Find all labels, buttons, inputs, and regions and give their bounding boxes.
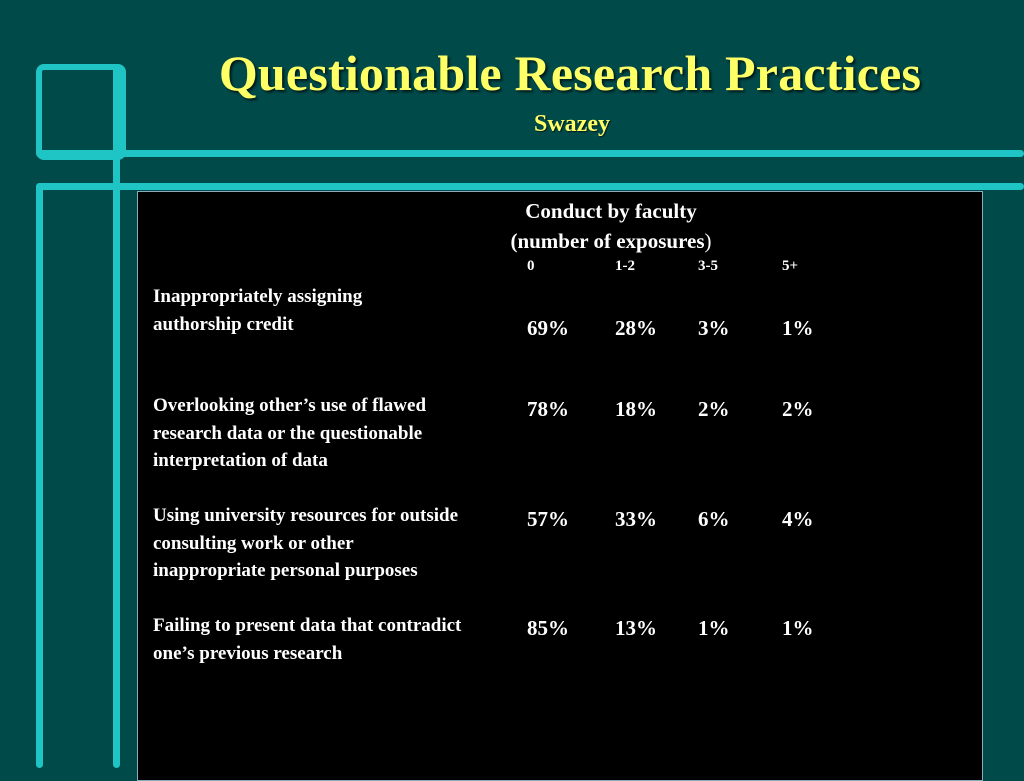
table-cell: 2%	[782, 397, 814, 421]
table-column-group-header	[446, 196, 776, 256]
slide-title: Questionable Research Practices	[218, 45, 922, 101]
decorative-line-inner	[113, 64, 120, 768]
table-cell: 1%	[698, 616, 730, 640]
header-line-2-close: )	[704, 229, 712, 253]
table-cell: 57%	[527, 507, 569, 531]
row-label-line: Inappropriately assigning	[153, 286, 363, 307]
column-header-1-2: 1-2	[615, 258, 635, 274]
header-line-2-text: (number of exposures	[510, 229, 705, 253]
row-label-line: research data or the questionable	[153, 422, 423, 444]
row-label-line: interpretation of data	[153, 450, 328, 471]
row-label-line: Overlooking other’s use of flawed	[153, 395, 427, 416]
decorative-line-left	[36, 183, 43, 768]
column-header-0: 0	[527, 258, 535, 274]
row-label-flawed-data	[153, 392, 523, 475]
slide-subtitle: Swazey	[534, 111, 610, 137]
decorative-line-middle	[36, 183, 1024, 190]
table-cell: 3%	[698, 316, 730, 340]
table-cell: 33%	[615, 507, 657, 531]
table-panel	[137, 191, 983, 781]
table-cell: 2%	[698, 397, 730, 421]
table-cell: 28%	[615, 316, 657, 340]
row-label-line: inappropriate personal purposes	[153, 560, 418, 581]
row-label-line: consulting work or other	[153, 532, 354, 554]
table-cell: 13%	[615, 616, 657, 640]
header-line-1: Conduct by faculty	[525, 199, 697, 223]
column-header-3-5: 3-5	[698, 258, 718, 274]
row-label-line: Failing to present data that contradict	[153, 615, 462, 636]
header-line-2	[446, 226, 776, 256]
table-cell: 1%	[782, 616, 814, 640]
table-cell: 1%	[782, 316, 814, 340]
row-label-line: Using university resources for outside	[153, 505, 459, 526]
column-header-5plus: 5+	[782, 258, 799, 274]
table-cell: 78%	[527, 397, 569, 421]
row-label-line: authorship credit	[153, 313, 294, 335]
row-label-university-resources	[153, 502, 523, 585]
row-label-authorship	[153, 283, 523, 338]
table-cell: 6%	[698, 507, 730, 531]
row-label-contradicting-data	[153, 612, 523, 667]
row-label-line: one’s previous research	[153, 642, 343, 664]
table-cell: 69%	[527, 316, 569, 340]
decorative-line-top	[36, 150, 1024, 157]
table-cell: 85%	[527, 616, 569, 640]
table-cell: 4%	[782, 507, 814, 531]
table-cell: 18%	[615, 397, 657, 421]
